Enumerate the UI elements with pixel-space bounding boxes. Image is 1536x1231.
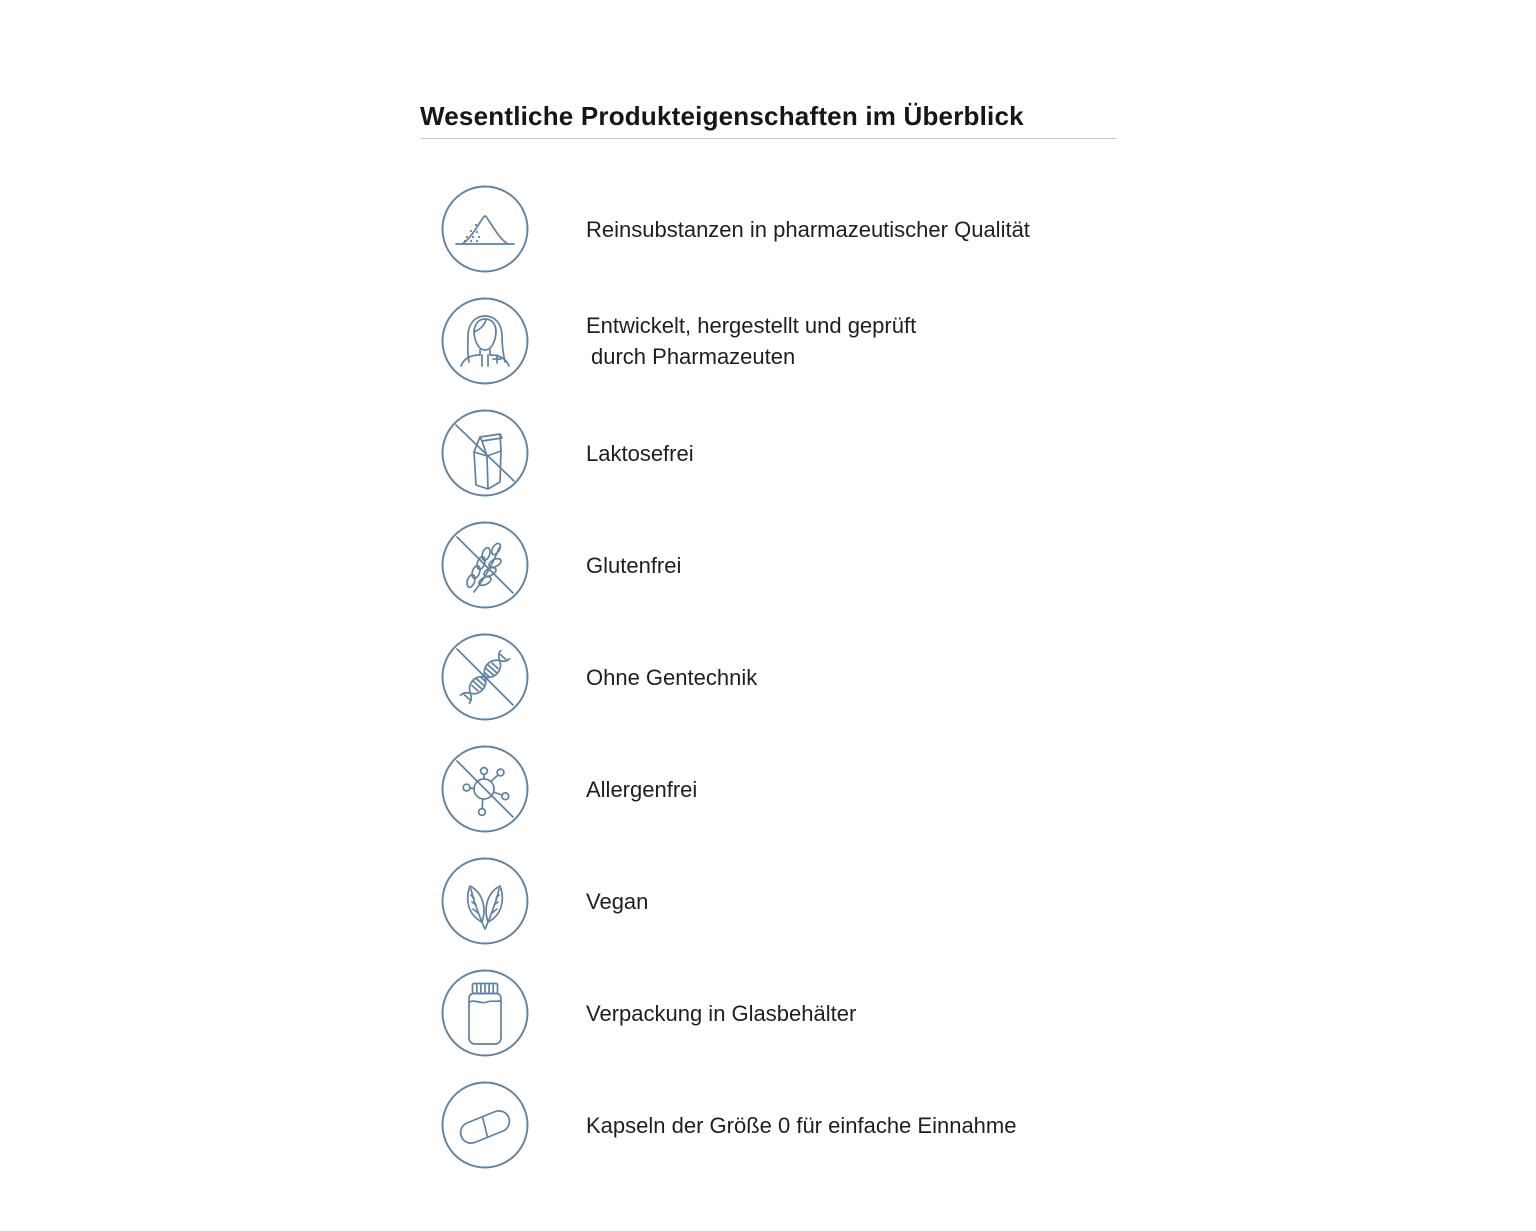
glass-jar-icon xyxy=(441,969,529,1057)
feature-label xyxy=(586,550,681,581)
feature-row-allergen-free xyxy=(441,745,1030,833)
feature-text: durch Pharmazeuten xyxy=(591,344,796,369)
feature-row-pharmacists xyxy=(441,297,1030,385)
vegan-icon xyxy=(441,857,529,945)
feature-label xyxy=(586,998,856,1029)
feature-label xyxy=(586,886,648,917)
feature-label xyxy=(586,774,697,805)
feature-label xyxy=(586,662,757,693)
feature-label xyxy=(586,1110,1016,1141)
feature-row-no-gmo xyxy=(441,633,1030,721)
feature-row-lactose-free xyxy=(441,409,1030,497)
feature-row-vegan xyxy=(441,857,1030,945)
feature-text: Allergenfrei xyxy=(586,776,698,802)
feature-text: Kapseln der Größe 0 für einfache Einnahme xyxy=(586,1112,1017,1138)
no-gmo-icon xyxy=(441,633,529,721)
feature-label xyxy=(586,310,916,372)
no-lactose-icon xyxy=(441,409,529,497)
feature-text: Glutenfrei xyxy=(586,552,682,578)
powder-icon xyxy=(441,185,529,273)
feature-label xyxy=(586,214,1030,245)
no-gluten-icon xyxy=(441,521,529,609)
feature-text: Entwickelt, hergestellt und geprüft xyxy=(586,313,917,338)
feature-row-capsule xyxy=(441,1081,1030,1169)
no-allergen-icon xyxy=(441,745,529,833)
feature-row-gluten-free xyxy=(441,521,1030,609)
feature-row-pure-substances xyxy=(441,185,1030,273)
divider xyxy=(420,138,1117,139)
feature-list xyxy=(441,185,1030,1169)
feature-text: Vegan xyxy=(586,888,649,914)
feature-text: Ohne Gentechnik xyxy=(586,664,758,690)
feature-row-glass-jar xyxy=(441,969,1030,1057)
feature-text: Reinsubstanzen in pharmazeutischer Qualität xyxy=(586,216,1030,242)
feature-text: Verpackung in Glasbehälter xyxy=(586,1000,857,1026)
feature-label xyxy=(586,438,694,469)
section-title: Wesentliche Produkteigenschaften im Überblick xyxy=(420,100,1024,131)
feature-text: Laktosefrei xyxy=(586,440,694,466)
capsule-icon xyxy=(441,1081,529,1169)
pharmacist-icon xyxy=(441,297,529,385)
